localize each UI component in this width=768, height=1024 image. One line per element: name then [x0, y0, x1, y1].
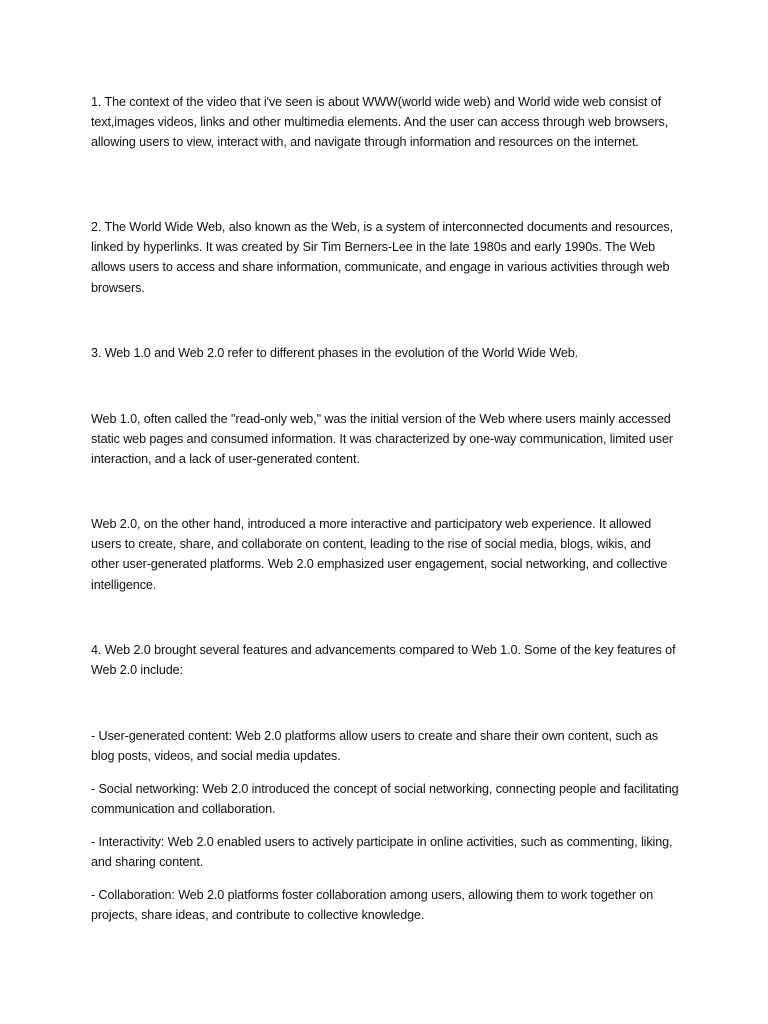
paragraph-web-1-0: Web 1.0, often called the "read-only web," was the initial version of the Web where users mainly accessed static web pages and consumed information. It was characterized by one-way communication, limited user interaction, and a lack of user-generated content. [91, 412, 673, 467]
paragraph-www-context: 1. The context of the video that i've seen is about WWW(world wide web) and World wide web consist of text,images videos, links and other multimedia elements. And the user can access through web browsers, allowing users to view, interact with, and navigate through information and resources on the internet. [91, 95, 669, 150]
bullet-interactivity: - Interactivity: Web 2.0 enabled users to actively participate in online activities, such as commenting, liking, and sharing content. [91, 835, 673, 870]
paragraph-web-2-0: Web 2.0, on the other hand, introduced a more interactive and participatory web experience. It allowed users to create, share, and collaborate on content, leading to the rise of social media, blogs, wikis, and other user-generated platforms. Web 2.0 emphasized user engagement, social networking, and collective intelligence. [91, 517, 668, 592]
paragraph-www-definition: 2. The World Wide Web, also known as the Web, is a system of interconnected documents and resources, linked by hyperlinks. It was created by Sir Tim Berners-Lee in the late 1980s and early 1990s. The Web allows users to access and share information, communicate, and engage in various activities through web browsers. [91, 220, 673, 295]
bullet-user-generated-content: - User-generated content: Web 2.0 platforms allow users to create and share their own content, such as blog posts, videos, and social media updates. [91, 729, 659, 764]
paragraph-web-2-0-features-intro: 4. Web 2.0 brought several features and advancements compared to Web 1.0. Some of the key features of Web 2.0 include: [91, 643, 676, 678]
bullet-social-networking: - Social networking: Web 2.0 introduced the concept of social networking, connecting people and facilitating communication and collaboration. [91, 782, 679, 817]
bullet-collaboration: - Collaboration: Web 2.0 platforms foster collaboration among users, allowing them to work together on projects, share ideas, and contribute to collective knowledge. [91, 888, 654, 923]
paragraph-web-phases: 3. Web 1.0 and Web 2.0 refer to different phases in the evolution of the World Wide Web. [91, 346, 579, 360]
